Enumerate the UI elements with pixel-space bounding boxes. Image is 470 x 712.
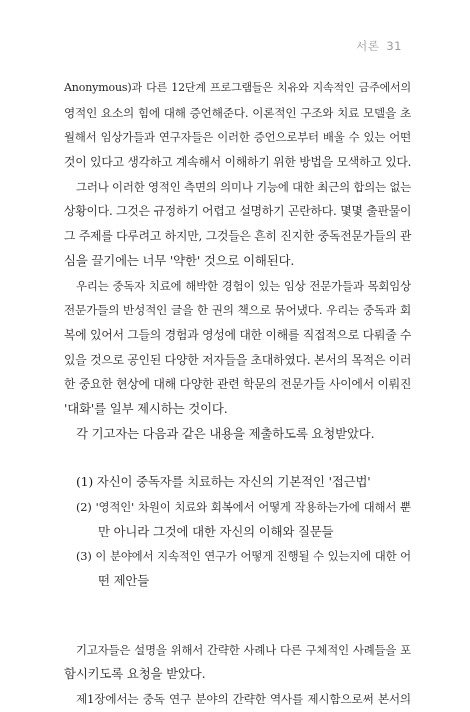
page-number: 31 xyxy=(386,39,402,53)
text-line: 한 중요한 현상에 대해 다양한 관련 학문의 전문가들 사이에서 이뤄진 xyxy=(64,377,412,392)
list-item xyxy=(64,495,411,544)
page-body xyxy=(64,76,411,712)
text-line: 월해서 임상가들과 연구자들은 이러한 증언으로부터 배울 수 있는 어떤 xyxy=(64,130,411,145)
text-line: (1) 자신이 중독자를 치료하는 자신의 기본적인 '접근법' xyxy=(76,474,371,490)
list-item xyxy=(64,470,411,495)
text-line: 그러나 이러한 영적인 측면의 의미나 기능에 대한 최근의 합의는 없는 xyxy=(76,179,412,194)
paragraph xyxy=(64,638,411,687)
text-line: 떤 제안들 xyxy=(98,573,150,589)
text-line: 제1장에서는 중독 연구 분야의 간략한 역사를 제시함으로써 본서의 xyxy=(76,692,411,707)
paragraph xyxy=(64,687,411,712)
text-line: 것이 있다고 생각하고 계속해서 이해하기 위한 방법을 모색하고 있다. xyxy=(64,155,412,170)
section-title: 서론 xyxy=(356,39,380,53)
text-line: 기고자들은 설명을 위해서 간략한 사례나 다른 구체적인 사례들을 포 xyxy=(76,642,411,657)
text-line: (3) 이 분야에서 지속적인 연구가 어떻게 진행될 수 있는지에 대한 어 xyxy=(76,549,411,564)
text-line: 함시키도록 요청을 받았다. xyxy=(64,666,206,682)
text-line: 상황이다. 그것은 규정하기 어렵고 설명하기 곤란하다. 몇몇 출판물이 xyxy=(64,204,412,219)
text-line: 심을 끌기에는 너무 '약한' 것으로 이해된다. xyxy=(64,252,295,268)
text-line: 전문가들의 반성적인 글을 한 권의 책으로 묶어냈다. 우리는 중독과 회 xyxy=(64,303,411,318)
text-line: 우리는 중독자 치료에 해박한 경험이 있는 임상 전문가들과 목회임상 xyxy=(76,278,411,293)
text-line: '대화'를 일부 제시하는 것이다. xyxy=(64,400,228,416)
text-line: (2) '영적인' 차원이 치료와 회복에서 어떻게 작용하는가에 대해서 뿐 xyxy=(76,500,411,514)
text-line: 복에 있어서 그들의 경험과 영성에 대한 이해를 직접적으로 다뤄줄 수 xyxy=(64,327,412,342)
text-line: 만 아니라 그것에 대한 자신의 이해와 질문들 xyxy=(98,523,334,539)
text-line: 그 주제를 다루려고 하지만, 그것들은 흔히 진지한 중독전문가들의 관 xyxy=(64,229,412,244)
paragraph xyxy=(64,175,411,274)
paragraph xyxy=(64,274,411,422)
text-line: Anonymous)과 다른 12단계 프로그램들은 치유와 지속적인 금주에서의 xyxy=(64,81,411,94)
numbered-list xyxy=(64,470,411,593)
running-header xyxy=(356,38,402,54)
text-line: 각 기고자는 다음과 같은 내용을 제출하도록 요청받았다. xyxy=(76,425,375,441)
list-item xyxy=(64,544,411,593)
text-line: 있을 것으로 공인된 다양한 저자들을 초대하였다. 본서의 목적은 이러 xyxy=(64,352,412,367)
paragraph xyxy=(64,76,411,175)
text-line: 영적인 요소의 힘에 대해 증언해준다. 이론적인 구조와 치료 모델을 초 xyxy=(64,105,411,120)
paragraph xyxy=(64,422,411,447)
